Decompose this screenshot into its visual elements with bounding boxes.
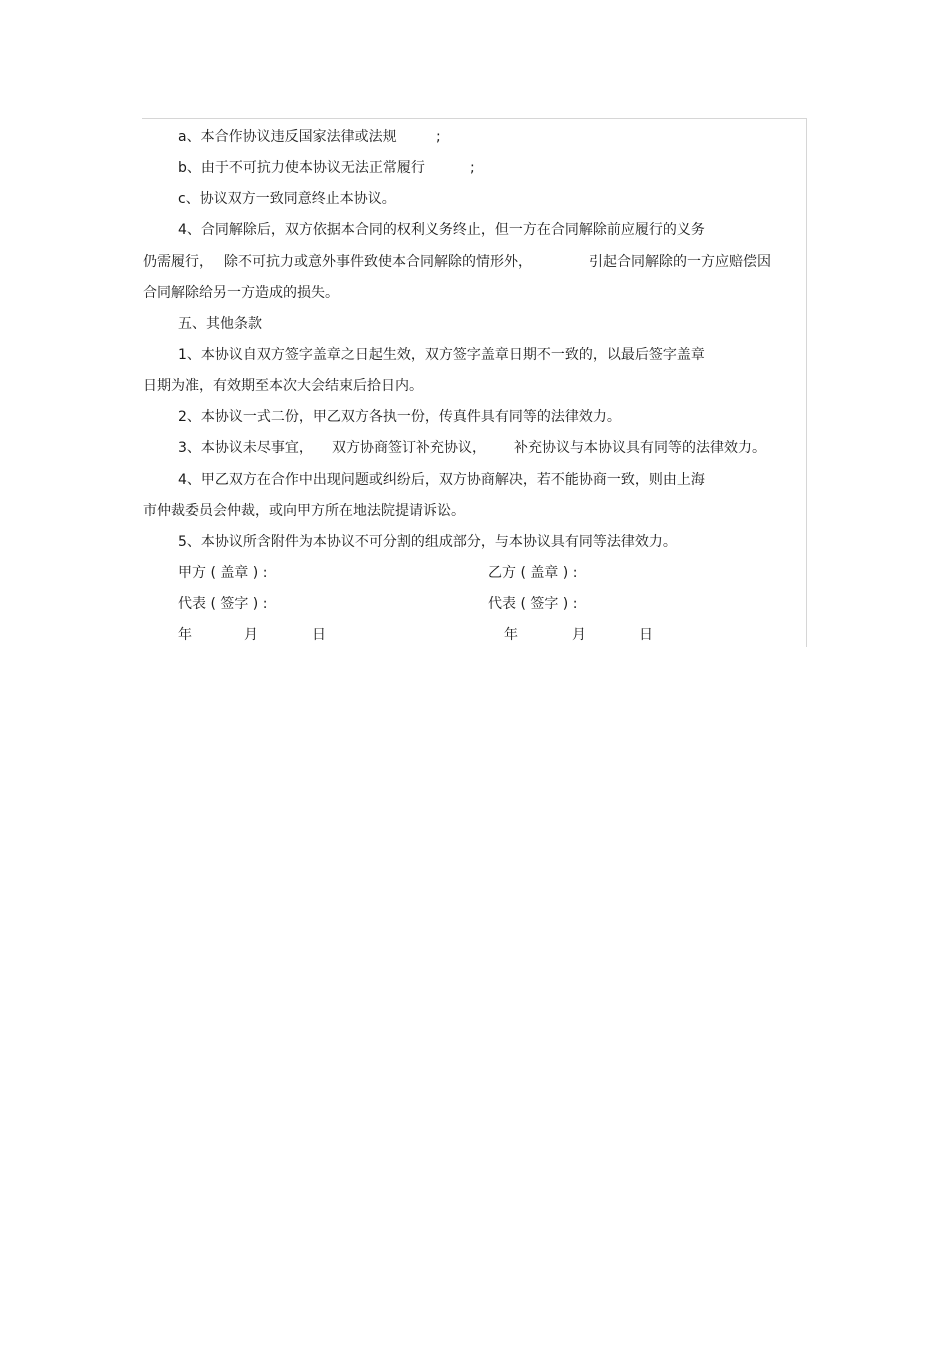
term-1-line1: 1、本协议自双方签字盖章之日起生效，双方签字盖章日期不一致的，以最后签字盖章 xyxy=(178,347,705,363)
term-3a: 3、本协议未尽事宜， xyxy=(178,440,313,456)
clause-b: b、由于不可抗力使本协议无法正常履行 xyxy=(178,160,425,176)
clause-c: c、协议双方一致同意终止本协议。 xyxy=(178,191,396,207)
party-b-seal-label: 乙方 ( 盖章 ) : xyxy=(488,565,578,581)
term-3b: 双方协商签订补充协议， xyxy=(332,440,486,456)
party-a-date-year: 年 xyxy=(178,627,192,643)
party-b-rep-label: 代表 ( 签字 ) : xyxy=(488,596,578,612)
term-4-line2: 市仲裁委员会仲裁，或向甲方所在地法院提请诉讼。 xyxy=(143,503,465,519)
clause-b-end: ; xyxy=(470,160,475,176)
term-2: 2、本协议一式二份，甲乙双方各执一份，传真件具有同等的法律效力。 xyxy=(178,409,621,425)
clause-4-line2c: 引起合同解除的一方应赔偿因 xyxy=(589,254,771,270)
term-1-line2: 日期为准，有效期至本次大会结束后拾日内。 xyxy=(143,378,423,394)
clause-4-line2b: 除不可抗力或意外事件致使本合同解除的情形外， xyxy=(224,254,532,270)
clause-a-end: ; xyxy=(436,129,441,145)
party-a-seal-label: 甲方 ( 盖章 ) : xyxy=(178,565,268,581)
party-b-date-month: 月 xyxy=(572,627,586,643)
party-a-rep-label: 代表 ( 签字 ) : xyxy=(178,596,268,612)
section-heading: 五、其他条款 xyxy=(178,316,262,332)
party-a-date-day: 日 xyxy=(312,627,326,643)
clause-4-line2a: 仍需履行， xyxy=(143,254,213,270)
term-5: 5、本协议所含附件为本协议不可分割的组成部分，与本协议具有同等法律效力。 xyxy=(178,534,677,550)
clause-4-line1: 4、合同解除后，双方依据本合同的权利义务终止，但一方在合同解除前应履行的义务 xyxy=(178,222,705,238)
clause-a: a、本合作协议违反国家法律或法规 xyxy=(178,129,397,145)
term-3c: 补充协议与本协议具有同等的法律效力。 xyxy=(514,440,766,456)
term-4-line1: 4、甲乙双方在合作中出现问题或纠纷后，双方协商解决，若不能协商一致，则由上海 xyxy=(178,472,705,488)
clause-4-line3: 合同解除给另一方造成的损失。 xyxy=(143,285,339,301)
party-b-date-year: 年 xyxy=(504,627,518,643)
party-a-date-month: 月 xyxy=(244,627,258,643)
party-b-date-day: 日 xyxy=(639,627,653,643)
